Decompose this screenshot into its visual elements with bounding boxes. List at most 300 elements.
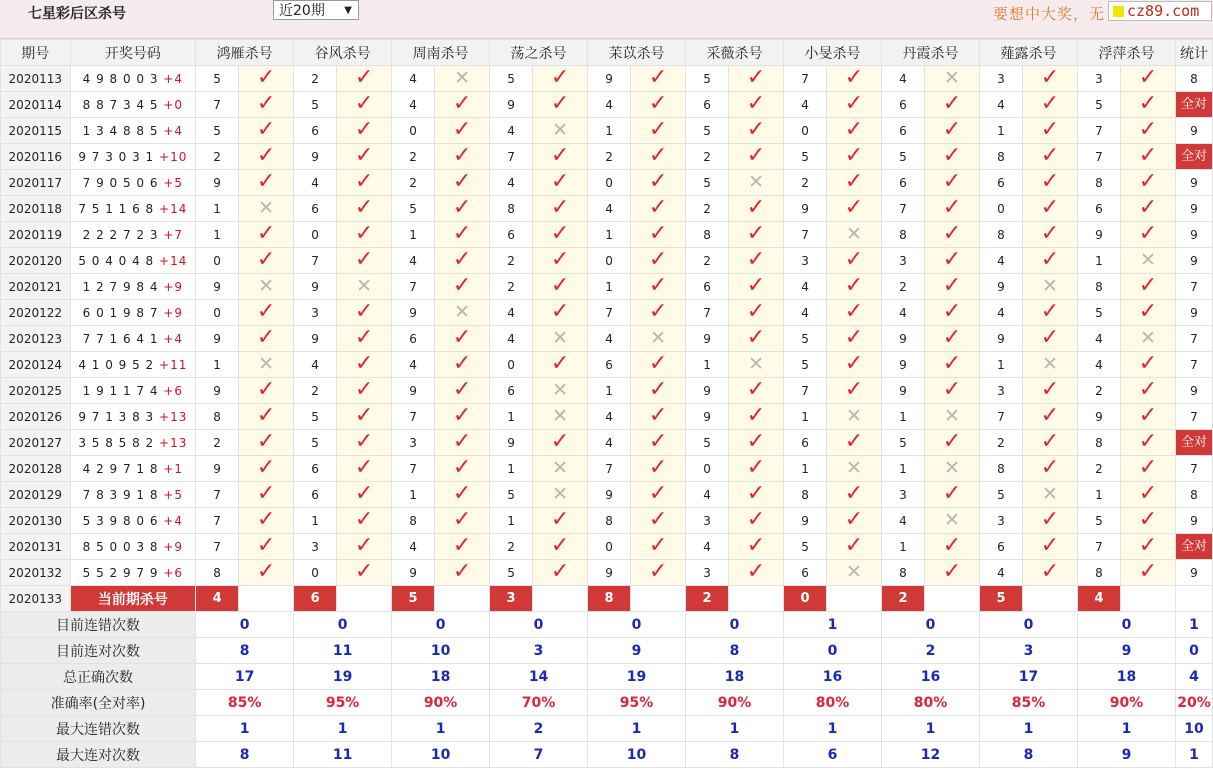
result-cell [337,92,392,118]
kill-number-cell: 4 [979,300,1022,326]
result-cell [435,92,490,118]
current-kill-spacer [925,586,980,612]
result-cell [1022,378,1077,404]
result-cell [1022,144,1077,170]
period-cell: 2020131 [1,534,71,560]
summary-label: 目前连对次数 [1,638,196,664]
kill-number-cell: 9 [490,92,533,118]
result-cell [533,456,588,482]
draw-numbers-cell [70,404,196,430]
result-cell [435,378,490,404]
kill-number-cell: 8 [882,560,925,586]
summary-value: 0 [1077,612,1175,638]
kill-number-cell: 8 [686,222,729,248]
kill-number-cell: 9 [882,326,925,352]
kill-number-cell: 6 [490,222,533,248]
stat-value: 7 [1190,331,1198,346]
current-kill-number: 4 [196,586,238,611]
kill-number-cell: 1 [196,222,239,248]
result-cell [435,144,490,170]
stat-value: 7 [1190,461,1198,476]
kill-number-cell: 5 [882,430,925,456]
summary-row [1,664,1213,690]
kill-number-cell: 4 [490,326,533,352]
check-icon: ✓ [942,221,962,246]
kill-number-cell: 7 [1077,144,1120,170]
current-kill-number: 5 [980,586,1022,611]
stat-value: 9 [1190,253,1198,268]
check-icon: ✓ [746,325,766,350]
kill-number-cell: 5 [686,170,729,196]
check-icon: ✓ [648,169,668,194]
cross-icon: ✕ [258,353,275,375]
current-kill-cell [490,586,533,612]
period-cell: 2020124 [1,352,71,378]
result-cell [337,170,392,196]
summary-value: 3 [490,638,588,664]
check-icon: ✓ [1138,377,1158,402]
result-cell [1022,248,1077,274]
kill-number-cell: 4 [392,534,435,560]
result-cell [435,248,490,274]
col-expert: 小旻杀号 [784,40,882,66]
draw-special: +4 [163,123,184,138]
draw-special: +4 [163,71,184,86]
kill-number-cell: 9 [882,352,925,378]
kill-number-cell: 9 [1077,404,1120,430]
table-row [1,404,1213,430]
kill-number-cell: 9 [588,482,631,508]
table-row [1,222,1213,248]
check-icon: ✓ [452,455,472,480]
kill-number-cell: 5 [294,92,337,118]
result-cell [1022,404,1077,430]
draw-digits: 4 2 9 7 1 8 [82,461,164,476]
check-icon: ✓ [746,195,766,220]
kill-number-cell: 2 [196,430,239,456]
result-cell [1120,482,1175,508]
result-cell [533,222,588,248]
kill-number-cell: 7 [294,248,337,274]
draw-digits: 9 7 3 0 3 1 [78,149,160,164]
period-cell: 2020122 [1,300,71,326]
check-icon: ✓ [844,481,864,506]
kill-number-cell: 0 [588,534,631,560]
result-cell [533,326,588,352]
check-icon: ✓ [942,273,962,298]
result-cell [631,534,686,560]
check-icon: ✓ [942,559,962,584]
check-icon: ✓ [942,325,962,350]
kill-number-cell: 5 [1077,300,1120,326]
summary-value: 1 [392,716,490,742]
result-cell [1120,300,1175,326]
kill-number-cell: 5 [1077,92,1120,118]
result-cell [729,534,784,560]
stat-value: 8 [1190,487,1198,502]
check-icon: ✓ [648,351,668,376]
result-cell [239,144,294,170]
cross-icon: ✕ [650,327,666,349]
check-icon: ✓ [1040,559,1060,584]
kill-number-cell: 6 [784,560,827,586]
result-cell [1022,66,1077,92]
check-icon: ✓ [1040,299,1060,324]
kill-number-cell: 6 [882,92,925,118]
summary-value: 85% [196,690,294,716]
check-icon: ✓ [746,117,766,142]
result-cell [1120,118,1175,144]
promo-text[interactable]: 要想中大奖，无 [993,5,1106,23]
current-kill-number: 4 [1078,586,1120,611]
result-cell [1022,118,1077,144]
kill-number-cell: 4 [784,92,827,118]
summary-value: 1 [588,716,686,742]
result-cell [533,378,588,404]
draw-digits: 7 9 0 5 0 6 [82,175,164,190]
draw-special: +9 [163,279,184,294]
result-cell [337,352,392,378]
result-cell [239,118,294,144]
check-icon: ✓ [844,325,864,350]
kill-number-cell: 4 [686,534,729,560]
cross-icon: ✕ [944,405,960,427]
check-icon: ✓ [256,403,276,428]
period-cell: 2020127 [1,430,71,456]
result-cell [1120,222,1175,248]
check-icon: ✓ [452,325,472,350]
check-icon: ✓ [354,507,374,532]
check-icon: ✓ [942,169,962,194]
check-icon: ✓ [256,481,276,506]
check-icon: ✓ [550,533,570,558]
check-icon: ✓ [746,507,766,532]
col-expert: 薤露杀号 [979,40,1077,66]
table-row [1,378,1213,404]
kill-number-cell: 5 [686,430,729,456]
period-range-select[interactable] [273,0,359,20]
check-icon: ✓ [550,91,570,116]
summary-value: 11 [294,742,392,768]
check-icon: ✓ [550,429,570,454]
result-cell [827,378,882,404]
draw-numbers-cell [70,378,196,404]
cross-icon: ✕ [1140,327,1156,349]
result-cell [337,560,392,586]
period-cell: 2020121 [1,274,71,300]
result-cell [925,352,980,378]
result-cell [827,196,882,222]
draw-special: +1 [163,461,184,476]
kill-number-cell: 1 [588,222,631,248]
kill-number-cell: 3 [979,66,1022,92]
check-icon: ✓ [452,195,472,220]
stat-cell [1175,534,1212,560]
check-icon: ✓ [354,299,374,324]
kill-number-cell: 6 [490,378,533,404]
kill-number-cell: 7 [1077,534,1120,560]
summary-value: 70% [490,690,588,716]
kill-number-cell: 9 [392,378,435,404]
kill-number-cell: 5 [686,118,729,144]
table-row [1,352,1213,378]
result-cell [827,66,882,92]
kill-number-cell: 2 [392,144,435,170]
all-correct-badge: 全对 [1176,534,1212,559]
check-icon: ✓ [354,351,374,376]
result-cell [925,404,980,430]
result-cell [435,66,490,92]
check-icon: ✓ [648,403,668,428]
result-cell [827,170,882,196]
check-icon: ✓ [452,533,472,558]
stat-value: 7 [1190,357,1198,372]
result-cell [533,144,588,170]
summary-value: 16 [784,664,882,690]
summary-value: 10 [588,742,686,768]
result-cell [435,508,490,534]
kill-number-cell: 4 [1077,352,1120,378]
result-cell [239,170,294,196]
result-cell [925,66,980,92]
kill-number-cell: 2 [1077,456,1120,482]
kill-number-cell: 4 [392,248,435,274]
kill-number-cell: 6 [294,482,337,508]
kill-number-cell: 4 [979,92,1022,118]
summary-value: 10 [392,638,490,664]
check-icon: ✓ [354,325,374,350]
current-kill-spacer [1120,586,1175,612]
draw-digits: 3 5 8 5 8 2 [78,435,160,450]
result-cell [631,404,686,430]
draw-digits: 7 8 3 9 1 8 [82,487,164,502]
cross-icon: ✕ [748,171,764,193]
check-icon: ✓ [550,221,570,246]
kill-number-cell: 4 [588,430,631,456]
col-expert: 苿苡杀号 [588,40,686,66]
draw-special: +6 [163,383,184,398]
result-cell [533,404,588,430]
kill-number-cell: 4 [588,326,631,352]
kill-number-cell: 2 [686,196,729,222]
result-cell [827,560,882,586]
result-cell [533,170,588,196]
draw-digits: 4 9 8 0 0 3 [82,71,164,86]
kill-number-cell: 1 [1077,248,1120,274]
all-correct-badge: 全对 [1176,430,1212,455]
kill-number-cell: 2 [784,170,827,196]
result-cell [925,508,980,534]
result-cell [1120,196,1175,222]
result-cell [1120,508,1175,534]
kill-number-cell: 7 [588,456,631,482]
period-range-value: 近20期 [279,3,325,19]
result-cell [1120,534,1175,560]
result-cell [239,274,294,300]
result-cell [1022,92,1077,118]
check-icon: ✓ [648,221,668,246]
col-expert: 鸿雁杀号 [196,40,294,66]
result-cell [337,274,392,300]
cross-icon: ✕ [1042,275,1058,297]
summary-value: 8 [686,638,784,664]
summary-value: 80% [882,690,980,716]
kill-number-cell: 9 [882,378,925,404]
check-icon: ✓ [550,143,570,168]
kill-number-cell: 6 [979,534,1022,560]
col-numbers: 开奖号码 [70,40,196,66]
result-cell [1120,352,1175,378]
result-cell [533,352,588,378]
col-expert: 丹霞杀号 [882,40,980,66]
result-cell [435,534,490,560]
summary-stat: 20% [1175,690,1212,716]
kill-number-cell: 0 [979,196,1022,222]
current-kill-number: 2 [882,586,924,611]
summary-value: 0 [686,612,784,638]
kill-number-cell: 7 [392,456,435,482]
check-icon: ✓ [256,377,276,402]
current-kill-cell [588,586,631,612]
check-icon: ✓ [942,299,962,324]
kill-number-cell: 9 [196,326,239,352]
draw-digits: 8 8 7 3 4 5 [82,97,164,112]
result-cell [239,300,294,326]
check-icon: ✓ [746,533,766,558]
kill-number-cell: 7 [686,300,729,326]
kill-number-cell: 6 [294,196,337,222]
summary-value: 14 [490,664,588,690]
check-icon: ✓ [648,559,668,584]
check-icon: ✓ [648,273,668,298]
result-cell [827,508,882,534]
check-icon: ✓ [256,247,276,272]
result-cell [1022,560,1077,586]
kill-number-cell: 4 [294,352,337,378]
kill-number-cell: 3 [294,534,337,560]
summary-value: 6 [784,742,882,768]
kill-number-cell: 6 [294,118,337,144]
check-icon: ✓ [844,65,864,90]
stat-cell [1175,456,1212,482]
stat-cell [1175,118,1212,144]
col-expert: 谷风杀号 [294,40,392,66]
result-cell [239,456,294,482]
cross-icon: ✕ [552,119,569,141]
result-cell [337,508,392,534]
summary-value: 16 [882,664,980,690]
cross-icon: ✕ [454,67,471,89]
kill-number-cell: 0 [784,118,827,144]
check-icon: ✓ [746,221,766,246]
result-cell [925,560,980,586]
check-icon: ✓ [648,299,668,324]
check-icon: ✓ [1040,195,1060,220]
check-icon: ✓ [1040,377,1060,402]
cross-icon: ✕ [1042,353,1058,375]
check-icon: ✓ [452,91,472,116]
page-title: 七星彩后区杀号 [28,6,126,22]
summary-value: 0 [979,612,1077,638]
cross-icon: ✕ [846,223,862,245]
result-cell [1022,456,1077,482]
check-icon: ✓ [1138,143,1158,168]
check-icon: ✓ [354,533,374,558]
result-cell [533,430,588,456]
result-cell [827,248,882,274]
kill-number-cell: 5 [294,404,337,430]
period-cell: 2020133 [1,586,71,612]
result-cell [337,144,392,170]
check-icon: ✓ [1138,455,1158,480]
kill-number-cell: 5 [784,534,827,560]
stat-value: 7 [1190,279,1198,294]
result-cell [1022,196,1077,222]
stat-cell [1175,248,1212,274]
result-cell [1022,430,1077,456]
current-kill-cell [784,586,827,612]
period-cell: 2020117 [1,170,71,196]
result-cell [631,66,686,92]
check-icon: ✓ [942,195,962,220]
kill-number-cell: 6 [294,456,337,482]
result-cell [631,144,686,170]
table-row [1,92,1213,118]
check-icon: ✓ [844,507,864,532]
check-icon: ✓ [746,559,766,584]
table-row [1,66,1213,92]
result-cell [827,404,882,430]
result-cell [239,560,294,586]
kill-number-cell: 5 [784,144,827,170]
kill-number-cell: 0 [196,300,239,326]
kill-number-cell: 8 [588,508,631,534]
result-cell [729,300,784,326]
check-icon: ✓ [648,533,668,558]
result-cell [827,300,882,326]
check-icon: ✓ [746,273,766,298]
result-cell [631,300,686,326]
col-expert: 荡之杀号 [490,40,588,66]
kill-number-cell: 0 [294,222,337,248]
kill-number-cell: 5 [882,144,925,170]
check-icon: ✓ [1040,247,1060,272]
check-icon: ✓ [1138,559,1158,584]
check-icon: ✓ [550,559,570,584]
result-cell [337,248,392,274]
check-icon: ✓ [1138,403,1158,428]
check-icon: ✓ [1040,403,1060,428]
current-kill-number: 5 [392,586,434,611]
summary-value: 1 [196,716,294,742]
kill-number-cell: 2 [196,144,239,170]
check-icon: ✓ [746,455,766,480]
check-icon: ✓ [256,169,276,194]
check-icon: ✓ [648,247,668,272]
result-cell [1022,508,1077,534]
draw-special: +4 [163,331,184,346]
result-cell [337,196,392,222]
cross-icon: ✕ [258,275,275,297]
site-logo[interactable] [1108,1,1212,21]
check-icon: ✓ [256,507,276,532]
result-cell [729,326,784,352]
draw-special: +6 [163,565,184,580]
draw-special: +7 [163,227,184,242]
summary-value: 1 [882,716,980,742]
draw-special: +9 [163,305,184,320]
result-cell [435,196,490,222]
